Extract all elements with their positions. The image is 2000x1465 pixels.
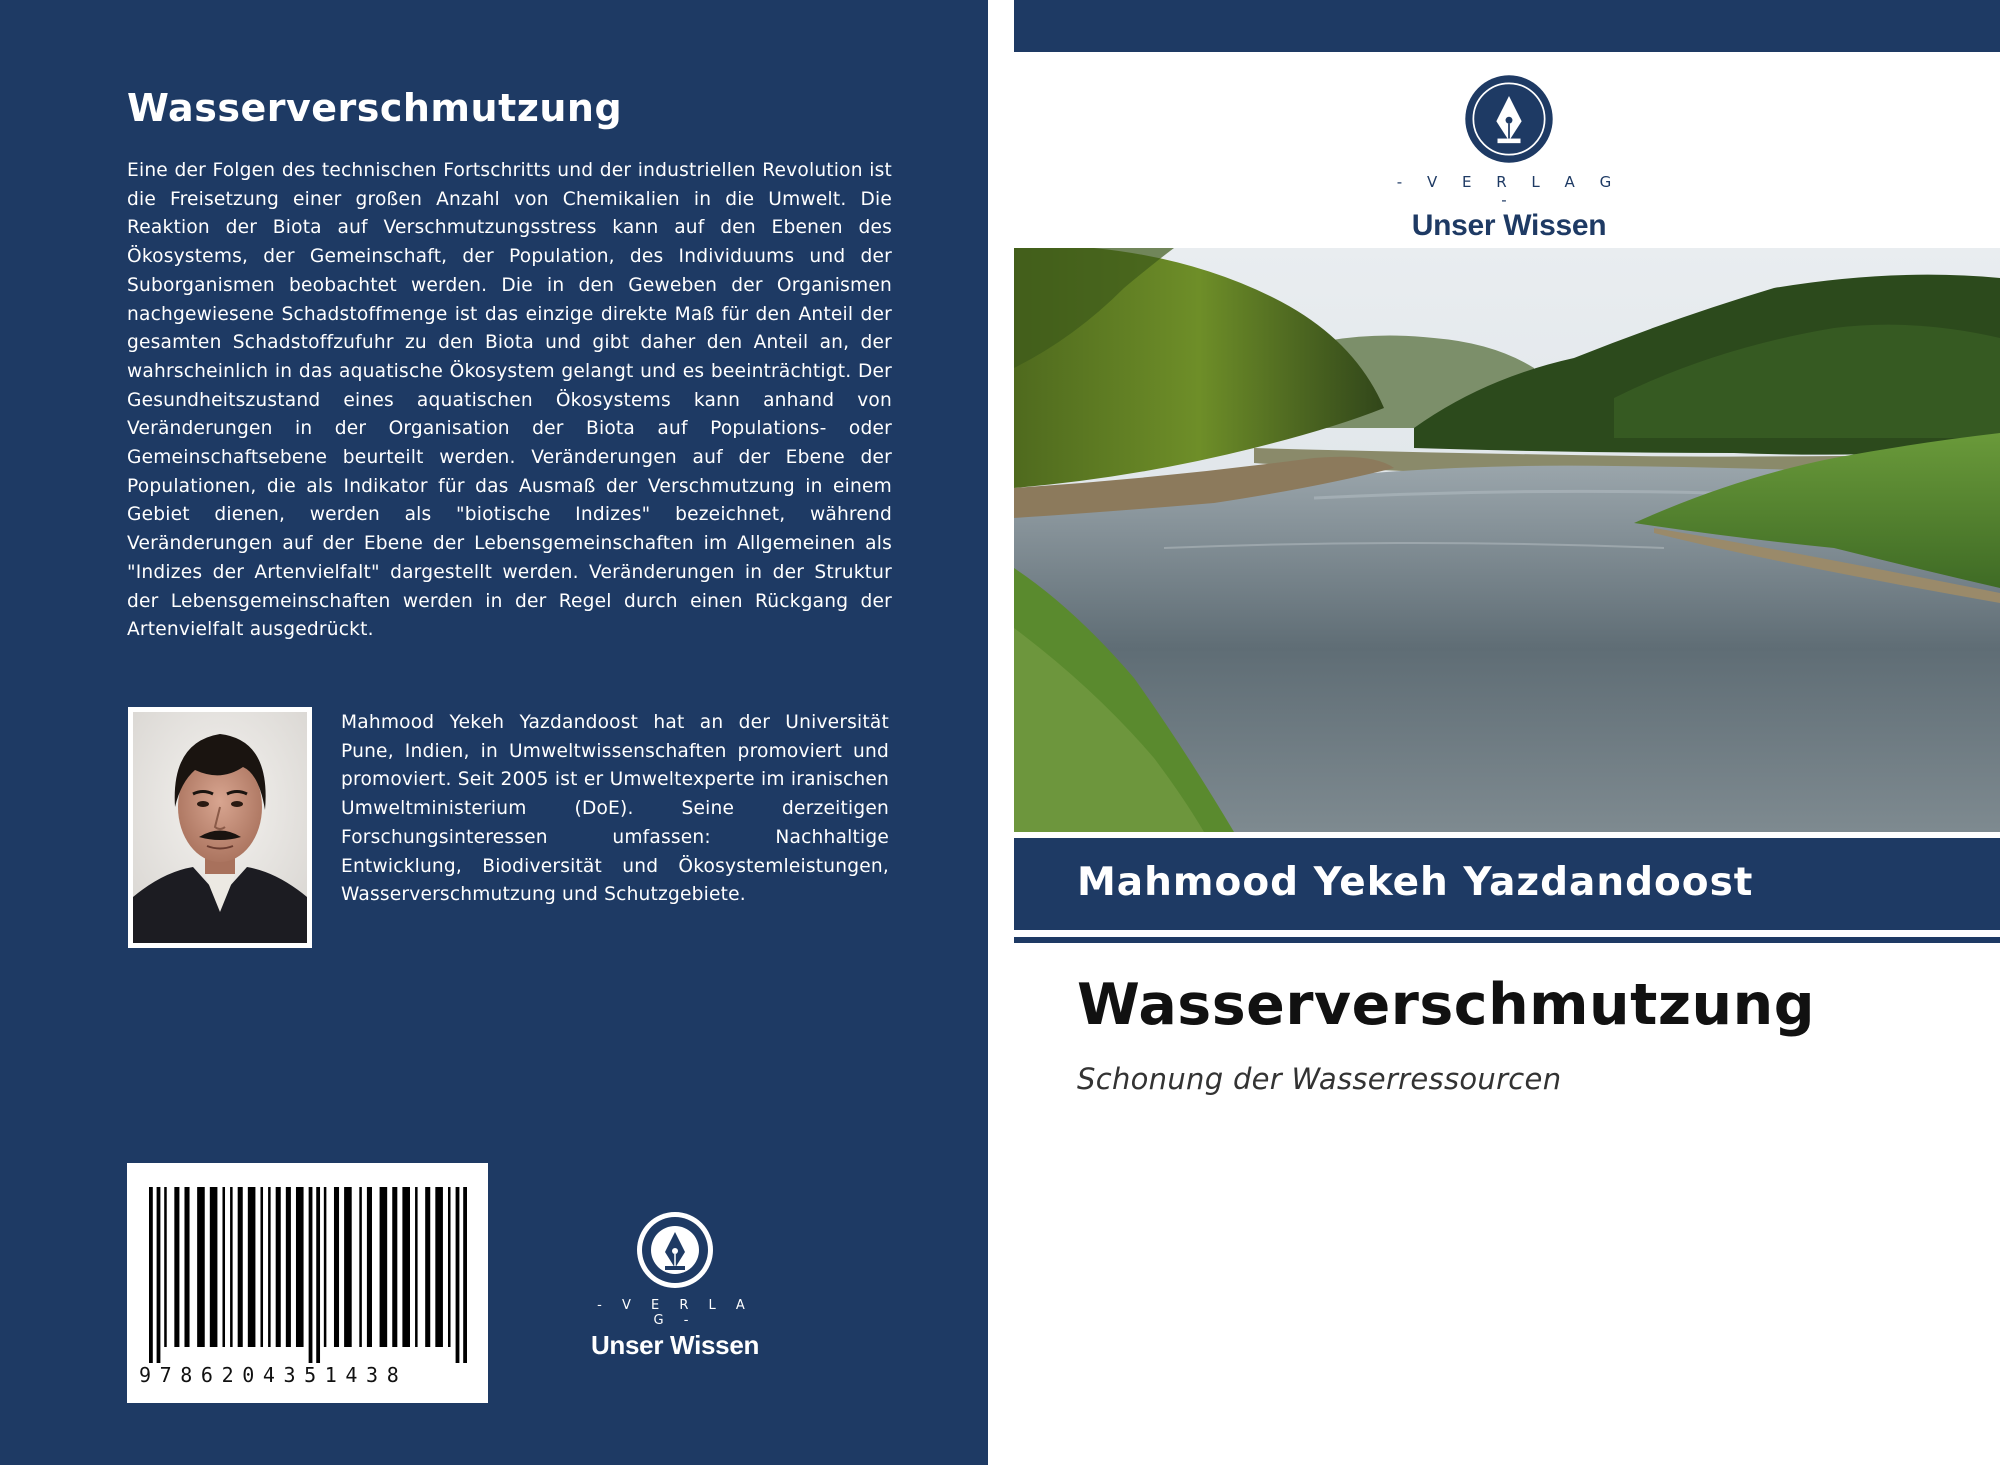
divider-rule [1014,937,2000,943]
barcode-bar [197,1187,205,1347]
barcode-bar [463,1187,467,1363]
barcode-bar [210,1187,218,1347]
barcode-bar [344,1187,352,1347]
barcode-bar [296,1187,304,1347]
barcode-bar [184,1187,189,1347]
barcode-bar [174,1187,179,1347]
barcode-bar [402,1187,410,1347]
barcode-bar [425,1187,430,1347]
author-photo-frame [128,707,312,948]
back-logo-brand: Unser Wissen [590,1330,760,1360]
isbn-digits [139,1363,479,1387]
barcode-bar [230,1187,233,1347]
author-portrait-image [133,712,307,943]
barcode-bar [309,1187,313,1363]
front-top-bar [1014,0,2000,52]
front-author-name: Mahmood Yekeh Yazdandoost [1077,860,1754,905]
barcode-bar [392,1187,397,1347]
barcode-bars [149,1187,467,1363]
author-bio: Mahmood Yekeh Yazdandoost hat an der Universität Pune, Indien, in Umweltwissenschaften promoviert und promoviert. Seit 2005 ist er Umweltexperte im iranischen Umweltministerium (DoE). Seine derzeitigen Forschungsinteressen umfassen: Nachhaltige Entwicklung, Biodiversität und Ökosystemleistungen, Wasserverschmutzung und Schutzgebiete. [341,712,889,906]
barcode-bar [164,1187,167,1347]
back-cover-title: Wasserverschmutzung [127,86,623,130]
barcode-bar [456,1187,460,1363]
barcode-bar [248,1187,256,1347]
barcode-bar [316,1187,320,1363]
fountain-pen-nib-icon [1463,73,1555,165]
front-logo-brand: Unser Wissen [1411,209,1607,242]
barcode-bar [276,1187,281,1347]
barcode-bar [334,1187,339,1347]
back-cover [0,0,988,1465]
front-title: Wasserverschmutzung [1077,972,1816,1038]
barcode-bar [324,1187,327,1347]
back-publisher-logo [585,1210,765,1361]
spine [988,0,1014,1465]
front-publisher-logo [1384,73,1634,243]
river-landscape-image [1014,248,2000,832]
barcode-bar [149,1187,153,1363]
front-cover [1014,0,2000,1465]
barcode-bar [435,1187,443,1347]
isbn-barcode [127,1163,488,1403]
front-subtitle: Schonung der Wasserressourcen [1077,1062,1562,1096]
barcode-bar [268,1187,271,1347]
barcode-bar [238,1187,243,1347]
barcode-bar [380,1187,388,1347]
barcode-bar [286,1187,291,1347]
isbn-digits-text: 9786204351438 [139,1363,408,1387]
barcode-bar [367,1187,372,1347]
author-band [1014,838,2000,930]
barcode-bar [222,1187,225,1347]
back-cover-blurb: Eine der Folgen des technischen Fortschritts und der industriellen Revolution ist die Freisetzung einer großen Anzahl von Chemikalien in die Umwelt. Die Reaktion der Biota auf Verschmutzungsstress kann auf den Ebenen des Ökosystems, der Gemeinschaft, der Population, des Individuums und der Suborganismen beobachtet werden. Die in den Geweben der Organismen nachgewiesene Schadstoffmenge ist das einzige direkte Maß für den Anteil der gesamten Schadstoffzufuhr zu den Biota und gibt daher den Anteil an, der wahrscheinlich in das aquatische Ökosystem gelangt und es beeinträchtigt. Der Gesundheitszustand eines aquatischen Ökosystems kann anhand von Veränderungen in der Organisation der Biota auf Populations- oder Gemeinschaftsebene beurteilt werden. Veränderungen auf der Ebene der Populationen, die als Indikator für das Ausmaß der Verschmutzung in einem Gebiet dienen, werden als "biotische Indizes" bezeichnet, während Veränderungen auf der Ebene der Lebensgemeinschaften im Allgemeinen als "Indizes der Artenvielfalt" dargestellt werden. Veränderungen in der Struktur der Lebensgemeinschaften werden in der Regel durch einen Rückgang der Artenvielfalt ausgedrückt. [127,160,892,641]
front-logo-verlag: - V E R L A G - [1396,173,1622,209]
barcode-bar [415,1187,418,1347]
fountain-pen-nib-icon [635,1210,715,1290]
barcode-bar [260,1187,263,1347]
barcode-bar [448,1187,451,1347]
barcode-bar [359,1187,362,1347]
barcode-bar [157,1187,161,1363]
back-logo-verlag: - V E R L A G - [597,1298,753,1328]
